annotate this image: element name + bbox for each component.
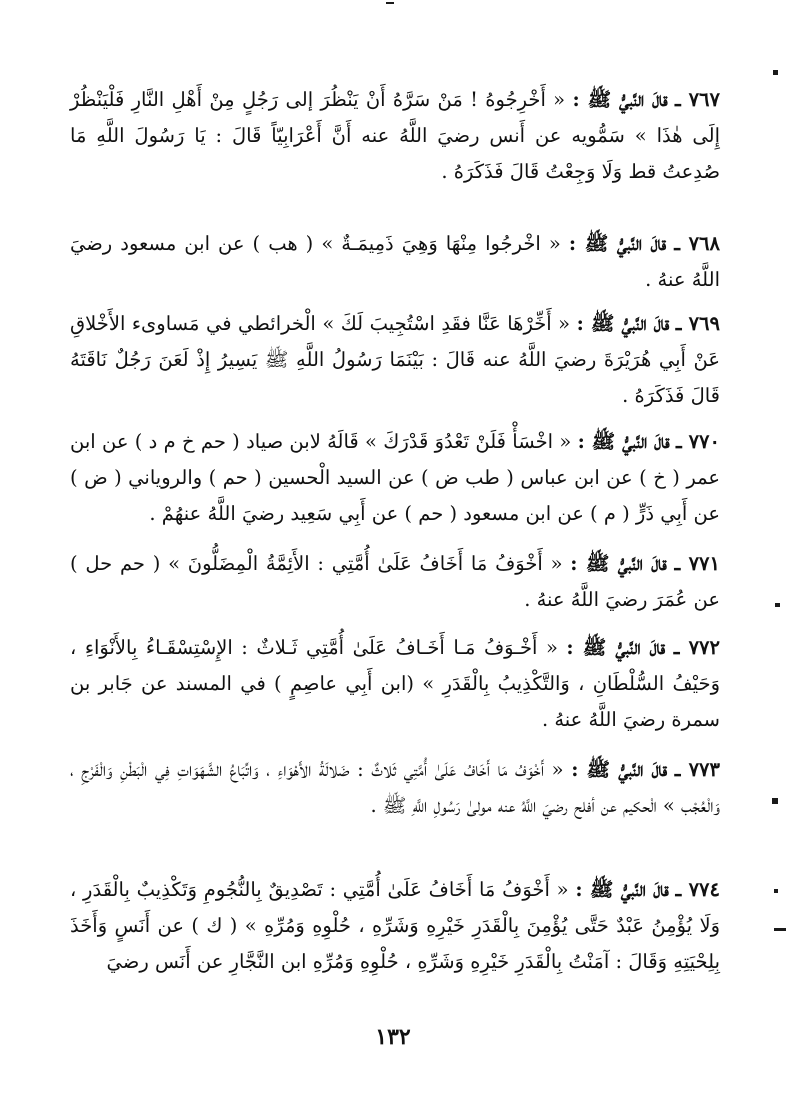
scan-mark — [772, 798, 778, 804]
hadith-number: ٧٧٤ ـ — [675, 878, 720, 901]
hadith-entry — [70, 546, 720, 618]
scan-mark — [774, 928, 786, 931]
hadith-number: ٧٦٨ ـ — [674, 232, 720, 255]
hadith-number: ٧٦٩ ـ — [675, 312, 720, 335]
hadith-title: قالَ النَّبيُّ ﷺ : — [577, 430, 670, 453]
hadith-title: قالَ النَّبيُّ ﷺ : — [576, 312, 670, 335]
hadith-text: « اخْرجُوا مِنْهَا وَهِيَ ذَمِيمَـةٌ » ( هب ) عن ابن مسعود رضيَ اللَّهُ عنهُ . — [70, 232, 720, 291]
hadith-title: قالَ النَّبيُّ ﷺ : — [570, 552, 667, 575]
hadith-entry — [70, 630, 720, 738]
hadith-number: ٧٧٣ ـ — [674, 758, 720, 781]
scan-mark — [774, 889, 778, 893]
hadith-title: قالَ النَّبيُّ ﷺ : — [572, 88, 668, 111]
scan-mark — [775, 603, 780, 607]
hadith-number: ٧٧١ ـ — [674, 552, 720, 575]
hadith-title: قالَ النَّبيُّ ﷺ : — [566, 636, 666, 659]
hadith-text: « أَخْوَفُ مَا أَخَافُ عَلَىٰ أُمَّتِي : الأَئِمَّةُ الْمِضَلُّونَ » ( حم حل ) عن عُمَرَ رضيَ اللَّهُ عنهُ . — [70, 552, 720, 611]
hadith-title: قالَ النَّبيُّ ﷺ : — [568, 232, 667, 255]
page-number: ١٣٢ — [375, 1024, 411, 1050]
hadith-entry — [70, 82, 720, 190]
hadith-text: « أَخْـوَفُ مَـا أَخَـافُ عَلَىٰ أُمَّتِي ثَـلاثٌ : الإِسْتِسْقَـاءُ بِالأَنْوَاءِ ، وَحَيْفُ السُّلْطَانِ ، وَالتَّكْذِيبُ بِالْقَدَرِ » (ابن أَبِي عاصِمٍ ) في المسند عن جَابر بن سمرة رضيَ اللَّهُ عنهُ . — [70, 636, 720, 731]
hadith-entry — [70, 306, 720, 414]
hadith-text: « أَخْوَفُ مَا أَخَافُ عَلَىٰ أُمَّتِي : تَصْدِيقٌ بِالنُّجُومِ وَتَكْذِيبٌ بِالْقَدَرِ ، وَلَا يُؤْمِنُ عَبْدٌ حَتَّى يُؤْمِنَ بِالْقَدَرِ خَيْرِهِ وَشَرِّهِ ، حُلْوِهِ وَمُرِّهِ » ( ك ) عن أَنَسٍ وَأَخَذَ بِلِحْيَتِهِ وَقَالَ : آمَنْتُ بِالْقَدَرِ خَيْرِهِ وَشَرِّهِ ، حُلْوِهِ وَمُرِّهِ ابن النَّجَّارِ عن أَنَس رضيَ — [70, 878, 720, 973]
hadith-text: « أَخْرِجُوهُ ! مَنْ سَرَّهُ أَنْ يَنْظُرَ إلى رَجُلٍ مِنْ أَهْلِ النَّارِ فَلْيَنْظُرْ إِلَى هٰذَا » سَمُّويه عن أَنس رضيَ اللَّهُ عنه أَنَّ أَعْرَابِيّاً قَالَ : يَا رَسُولَ اللَّهِ مَا صُدِعتُ قط وَلَا وَجِعْتُ قَالَ فَذَكَرَهُ . — [70, 88, 720, 183]
hadith-entry — [70, 424, 720, 532]
hadith-entry — [70, 752, 720, 824]
scan-mark — [773, 70, 778, 75]
hadith-number: ٧٧٠ ـ — [675, 430, 720, 453]
hadith-title: قالَ النَّبيُّ ﷺ : — [571, 758, 668, 781]
hadith-number: ٧٧٢ ـ — [673, 636, 720, 659]
hadith-text: « اخْسَأْ فَلَنْ تَعْدُوَ قَدْرَكَ » قَالَهُ لابن صياد ( حم خ م د ) عن ابن عمر ( خ ) عن ابن عباس ( طب ض ) عن السيد الْحسين ( حم ) والروياني ( ض ) عن أَبِي ذَرٍّ ( م ) عن ابن مسعود ( حم ) عن أَبِي سَعِيد رضيَ اللَّهُ عنهُمْ . — [70, 430, 720, 525]
hadith-entry — [70, 872, 720, 980]
hadith-title: قالَ النَّبيُّ ﷺ : — [575, 878, 669, 901]
hadith-number: ٧٦٧ ـ — [674, 88, 720, 111]
scan-mark — [386, 2, 394, 4]
hadith-text: « أَخْوَفُ مَا أَخَافُ عَلَىٰ أُمَّتِي ثَلاثٌ : ضَلالَةُ الأَهْوَاءِ ، وَاتِّبَاعُ الشَّهَوَاتِ فِي الْبَطْنِ وَالْفَرْجِ ، وَالْعُجْب » الْحكيم عن أفلح رضيَ اللَّهُ عنه مولىٰ رَسُولِ اللَّهِ ﷺ . — [70, 758, 720, 817]
hadith-entry — [70, 226, 720, 298]
hadith-text: « أَخِّرْهَا عَنَّا فقَدِ اسْتُجِيبَ لَكَ » الْخرائطي في مَساوىء الأَخْلاقِ عَنْ أَبِي هُرَيْرَةَ رضيَ اللَّهُ عنه قَالَ : بَيْنَمَا رَسُولُ اللَّهِ ﷺ يَسِيرُ إِذْ لَعَنَ رَجُلٌ نَاقَتَهُ قَالَ فَذَكَرَهُ . — [70, 312, 720, 407]
